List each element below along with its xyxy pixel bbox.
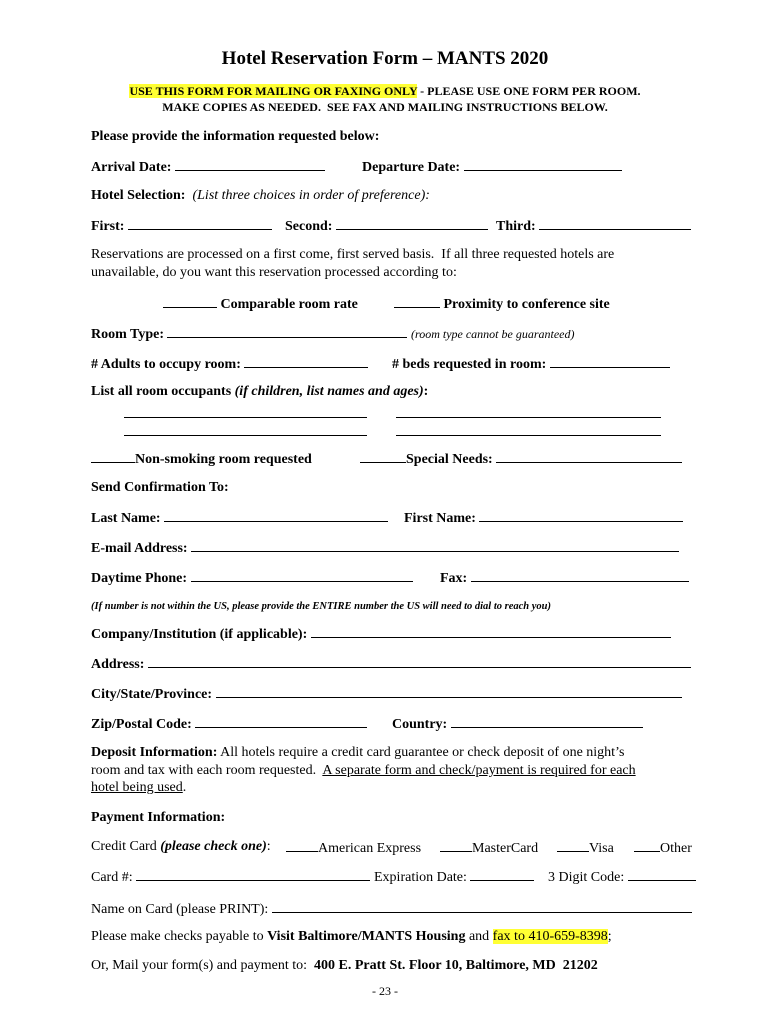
beds-label: # beds requested in room: — [392, 357, 547, 372]
departure-blank[interactable] — [464, 157, 622, 171]
notice-line-2: MAKE COPIES AS NEEDED. SEE FAX AND MAILING INSTRUCTIONS BELOW. — [162, 100, 608, 114]
option-rate-blank[interactable] — [163, 294, 217, 308]
email-label: E-mail Address: — [91, 541, 188, 556]
nonsmoking-field[interactable] — [91, 449, 312, 468]
fax-blank[interactable] — [471, 568, 689, 582]
room-type-field[interactable] — [91, 324, 575, 343]
country-label: Country: — [392, 717, 448, 732]
room-type-note: (room type cannot be guaranteed) — [410, 327, 575, 341]
checks-instructions — [91, 928, 612, 945]
third-choice-label: Third: — [496, 219, 536, 234]
processing-text-2: unavailable, do you want this reservation processed according to: — [91, 265, 457, 280]
credit-card-label-row: Credit Card (please check one): — [91, 839, 271, 854]
card-number-label: Card #: — [91, 870, 133, 885]
third-choice-blank[interactable] — [539, 216, 691, 230]
adults-label: # Adults to occupy room — [91, 357, 237, 372]
processing-text-1: Reservations are processed on a first come, first served basis. If all three requested hotels are — [91, 247, 615, 262]
page-title: Hotel Reservation Form – MANTS 2020 — [221, 48, 549, 69]
third-choice-field[interactable] — [496, 216, 691, 235]
special-needs-label: Special Needs: — [406, 452, 493, 467]
country-field[interactable] — [392, 714, 643, 733]
deposit-text-3a: hotel being used — [91, 780, 183, 795]
fax-field[interactable] — [440, 568, 689, 587]
checks-end: ; — [607, 929, 612, 944]
first-choice-field[interactable] — [91, 216, 272, 235]
first-choice-blank[interactable] — [128, 216, 272, 230]
zip-blank[interactable] — [195, 714, 367, 728]
beds-field[interactable] — [392, 354, 670, 373]
deposit-text-2a: room and tax with each room requested. — [91, 763, 323, 778]
occupants-heading: List all room occupants (if children, list names and ages): — [91, 384, 429, 399]
international-note: (If number is not within the US, please provide the ENTIRE number the US will need to dial to reach you) — [91, 601, 552, 612]
expiration-label: Expiration Date: — [374, 870, 467, 885]
checks-payee: Visit Baltimore/MANTS Housing — [267, 929, 466, 944]
first-name-blank[interactable] — [479, 508, 683, 522]
occupant-line-4[interactable] — [396, 435, 661, 436]
address-label: Address: — [91, 657, 145, 672]
intro-text: Please provide the information requested below: — [91, 129, 380, 144]
option-proximity-label: Proximity to conference site — [443, 297, 610, 312]
cvv-blank[interactable] — [628, 867, 696, 881]
special-needs-check[interactable] — [360, 449, 406, 463]
arrival-label: Arrival Date: — [91, 160, 172, 175]
fax-number: fax to 410-659-8398 — [492, 929, 608, 944]
special-needs-field[interactable] — [360, 449, 682, 468]
mastercard-check[interactable] — [440, 838, 472, 852]
option-proximity-blank[interactable] — [394, 294, 440, 308]
page-number: - 23 - — [372, 984, 398, 998]
occupant-line-1[interactable] — [124, 417, 367, 418]
occupants-hint: (if children, list names and ages) — [234, 384, 424, 399]
room-type-label: Room Type: — [91, 327, 164, 342]
option-comparable-rate[interactable] — [163, 294, 358, 313]
beds-blank[interactable] — [550, 354, 670, 368]
cvv-label: 3 Digit Code: — [548, 870, 625, 885]
phone-blank[interactable] — [191, 568, 413, 582]
company-field[interactable] — [91, 624, 671, 643]
arrival-blank[interactable] — [175, 157, 325, 171]
adults-blank[interactable] — [244, 354, 368, 368]
zip-field[interactable] — [91, 714, 367, 733]
mastercard-label: MasterCard — [472, 841, 539, 856]
visa-label: Visa — [589, 841, 614, 856]
last-name-blank[interactable] — [164, 508, 388, 522]
second-choice-field[interactable] — [285, 216, 488, 235]
other-check[interactable] — [634, 838, 660, 852]
deposit-text-3b: . — [182, 780, 187, 795]
mail-instructions — [91, 957, 598, 974]
city-label: City/State/Province: — [91, 687, 213, 702]
payment-heading: Payment Information: — [91, 810, 226, 825]
city-blank[interactable] — [216, 684, 682, 698]
card-option-amex[interactable] — [286, 838, 421, 857]
notice-rest: - PLEASE USE ONE FORM PER ROOM. — [417, 84, 641, 98]
card-number-field[interactable] — [91, 867, 370, 886]
hotel-selection — [91, 187, 430, 204]
occupant-line-3[interactable] — [124, 435, 367, 436]
phone-field[interactable] — [91, 568, 413, 587]
expiration-blank[interactable] — [470, 867, 534, 881]
name-on-card-label: Name on Card (please PRINT): — [91, 902, 269, 917]
special-needs-blank[interactable] — [496, 449, 682, 463]
first-choice-label: First: — [91, 219, 125, 234]
card-option-mastercard[interactable] — [440, 838, 538, 857]
first-name-label: First Name: — [404, 511, 476, 526]
phone-label: Daytime Phone: — [91, 571, 188, 586]
hotel-selection-label: Hotel Selection: — [91, 188, 186, 203]
other-label: Other — [660, 841, 692, 856]
arrival-field[interactable] — [91, 157, 325, 176]
first-name-field[interactable] — [404, 508, 683, 527]
last-name-label: Last Name: — [91, 511, 161, 526]
checks-text: Please make checks payable to — [91, 929, 268, 944]
hotel-selection-hint: (List three choices in order of preference): — [192, 188, 430, 203]
name-on-card-field[interactable] — [91, 899, 692, 918]
adults-field[interactable]: # Adults to occupy room: — [91, 354, 368, 373]
deposit-text-1: All hotels require a credit card guarantee or check deposit of one night’s — [217, 745, 625, 760]
last-name-field[interactable] — [91, 508, 388, 527]
email-blank[interactable] — [191, 538, 679, 552]
address-field[interactable] — [91, 654, 691, 673]
name-on-card-blank[interactable] — [272, 899, 692, 913]
zip-label: Zip/Postal Code: — [91, 717, 192, 732]
amex-check[interactable] — [286, 838, 318, 852]
deposit-text-2b: A separate form and check/payment is required for each — [322, 763, 636, 778]
mail-text: Or, Mail your form(s) and payment to: — [91, 958, 315, 973]
credit-card-label: Credit Card — [91, 839, 161, 854]
occupant-line-2[interactable] — [396, 417, 661, 418]
deposit-label: Deposit Information: — [91, 745, 218, 760]
mail-address: 400 E. Pratt St. Floor 10, Baltimore, MD 21202 — [314, 958, 598, 973]
checks-and: and — [465, 929, 493, 944]
expiration-field[interactable] — [374, 867, 534, 886]
option-proximity[interactable] — [394, 294, 610, 313]
address-blank[interactable] — [148, 654, 691, 668]
city-field[interactable] — [91, 684, 682, 703]
company-label: Company/Institution (if applicable): — [91, 627, 308, 642]
second-choice-blank[interactable] — [336, 216, 488, 230]
option-rate-label: Comparable room rate — [220, 297, 358, 312]
fax-label: Fax: — [440, 571, 468, 586]
visa-check[interactable] — [557, 838, 589, 852]
deposit-line-3 — [91, 779, 186, 796]
card-number-blank[interactable] — [136, 867, 370, 881]
cvv-field[interactable] — [548, 867, 696, 886]
credit-card-hint: (please check one) — [160, 839, 267, 854]
send-confirmation-heading: Send Confirmation To: — [91, 480, 229, 495]
room-type-blank[interactable] — [167, 324, 407, 338]
second-choice-label: Second: — [285, 219, 333, 234]
departure-field[interactable] — [362, 157, 622, 176]
nonsmoking-blank[interactable] — [91, 449, 135, 463]
country-blank[interactable] — [451, 714, 643, 728]
amex-label: American Express — [318, 841, 422, 856]
company-blank[interactable] — [311, 624, 671, 638]
email-field[interactable] — [91, 538, 679, 557]
departure-label: Departure Date: — [362, 160, 461, 175]
notice-highlight: USE THIS FORM FOR MAILING OR FAXING ONLY — [129, 84, 418, 98]
deposit-line-2 — [91, 762, 636, 779]
notice-line-1 — [0, 83, 770, 100]
card-option-visa[interactable] — [557, 838, 614, 857]
deposit-line-1 — [91, 744, 624, 761]
card-option-other[interactable] — [634, 838, 692, 857]
nonsmoking-label: Non-smoking room requested — [135, 452, 312, 467]
occupants-label: List all room occupants — [91, 384, 235, 399]
